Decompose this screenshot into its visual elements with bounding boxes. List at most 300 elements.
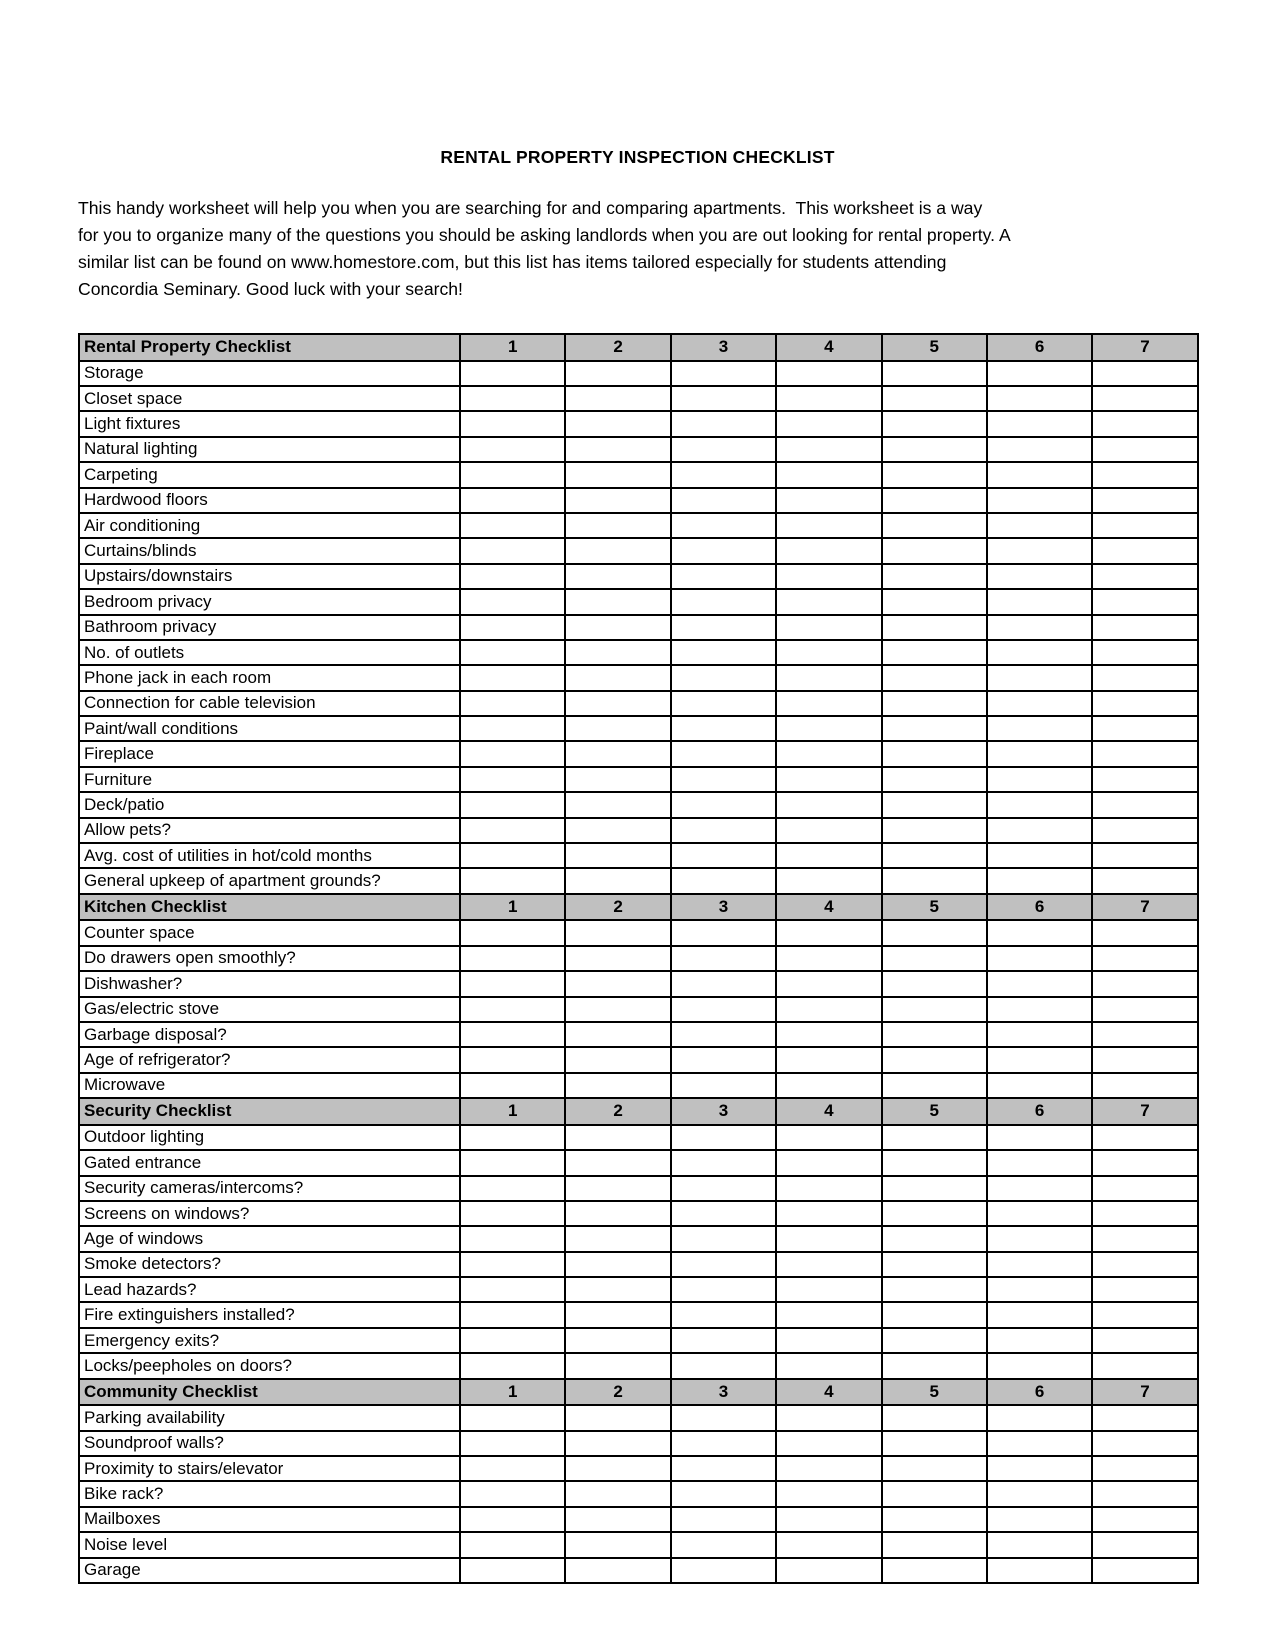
- column-header-cell: 2: [565, 894, 670, 921]
- checklist-row: [79, 488, 1198, 513]
- rating-cell: [565, 640, 670, 665]
- rating-cell: [882, 1073, 987, 1098]
- rating-cell: [1092, 1176, 1197, 1201]
- rating-cell: [1092, 971, 1197, 996]
- rating-cell: [776, 564, 881, 589]
- rating-cell: [1092, 437, 1197, 462]
- checklist-row: [79, 1150, 1198, 1175]
- rating-cell: [776, 386, 881, 411]
- rating-cell: [987, 920, 1092, 945]
- rating-cell: [987, 615, 1092, 640]
- rating-cell: [565, 792, 670, 817]
- rating-cell: [987, 767, 1092, 792]
- rating-cell: [671, 1150, 776, 1175]
- rating-cell: [882, 971, 987, 996]
- checklist-row: [79, 1073, 1198, 1098]
- rating-cell: [565, 1277, 670, 1302]
- column-header-cell: 6: [987, 334, 1092, 361]
- rating-cell: [671, 437, 776, 462]
- rating-cell: [882, 1176, 987, 1201]
- rating-cell: [882, 1558, 987, 1583]
- item-label-cell: Soundproof walls?: [79, 1431, 460, 1456]
- rating-cell: [565, 1456, 670, 1481]
- rating-cell: [882, 361, 987, 386]
- rating-cell: [460, 1047, 565, 1072]
- rating-cell: [1092, 792, 1197, 817]
- intro-line: Concordia Seminary. Good luck with your search!: [78, 279, 463, 299]
- item-label-cell: Carpeting: [79, 462, 460, 487]
- item-label-cell: Natural lighting: [79, 437, 460, 462]
- rating-cell: [565, 1431, 670, 1456]
- rating-cell: [776, 1353, 881, 1378]
- rating-cell: [460, 1507, 565, 1532]
- checklist-row: [79, 1481, 1198, 1506]
- item-label-cell: No. of outlets: [79, 640, 460, 665]
- rating-cell: [987, 513, 1092, 538]
- rating-cell: [565, 1176, 670, 1201]
- rating-cell: [776, 665, 881, 690]
- rating-cell: [565, 868, 670, 893]
- rating-cell: [882, 538, 987, 563]
- rating-cell: [671, 920, 776, 945]
- item-label-cell: Dishwasher?: [79, 971, 460, 996]
- rating-cell: [671, 615, 776, 640]
- rating-cell: [1092, 488, 1197, 513]
- rating-cell: [671, 716, 776, 741]
- rating-cell: [1092, 1353, 1197, 1378]
- rating-cell: [460, 437, 565, 462]
- item-label-cell: Light fixtures: [79, 411, 460, 436]
- rating-cell: [776, 1125, 881, 1150]
- rating-cell: [776, 920, 881, 945]
- column-header-cell: 6: [987, 1098, 1092, 1125]
- rating-cell: [460, 1277, 565, 1302]
- rating-cell: [882, 920, 987, 945]
- rating-cell: [776, 1073, 881, 1098]
- rating-cell: [776, 1201, 881, 1226]
- item-label-cell: Gated entrance: [79, 1150, 460, 1175]
- rating-cell: [987, 792, 1092, 817]
- rating-cell: [987, 665, 1092, 690]
- rating-cell: [882, 691, 987, 716]
- rating-cell: [565, 488, 670, 513]
- column-header-cell: 2: [565, 1379, 670, 1406]
- rating-cell: [1092, 538, 1197, 563]
- rating-cell: [565, 1302, 670, 1327]
- rating-cell: [987, 1507, 1092, 1532]
- rating-cell: [1092, 1125, 1197, 1150]
- rating-cell: [882, 1405, 987, 1430]
- checklist-row: [79, 615, 1198, 640]
- rating-cell: [460, 1201, 565, 1226]
- rating-cell: [987, 564, 1092, 589]
- rating-cell: [882, 1481, 987, 1506]
- rating-cell: [987, 1176, 1092, 1201]
- column-header-cell: 1: [460, 334, 565, 361]
- column-header-cell: 3: [671, 334, 776, 361]
- column-header-cell: 6: [987, 894, 1092, 921]
- rating-cell: [882, 437, 987, 462]
- intro-paragraph: [78, 195, 1197, 303]
- item-label-cell: Mailboxes: [79, 1507, 460, 1532]
- rating-cell: [671, 997, 776, 1022]
- rating-cell: [460, 386, 565, 411]
- rating-cell: [882, 1532, 987, 1557]
- rating-cell: [671, 1252, 776, 1277]
- rating-cell: [1092, 1022, 1197, 1047]
- rating-cell: [776, 1226, 881, 1251]
- rating-cell: [776, 818, 881, 843]
- rating-cell: [882, 868, 987, 893]
- rating-cell: [671, 386, 776, 411]
- rating-cell: [987, 488, 1092, 513]
- rating-cell: [987, 1150, 1092, 1175]
- rating-cell: [987, 1405, 1092, 1430]
- rating-cell: [1092, 997, 1197, 1022]
- rating-cell: [987, 997, 1092, 1022]
- rating-cell: [882, 488, 987, 513]
- rating-cell: [1092, 1456, 1197, 1481]
- rating-cell: [882, 843, 987, 868]
- item-label-cell: Counter space: [79, 920, 460, 945]
- rating-cell: [1092, 843, 1197, 868]
- rating-cell: [882, 1022, 987, 1047]
- rating-cell: [671, 1073, 776, 1098]
- rating-cell: [565, 741, 670, 766]
- rating-cell: [987, 843, 1092, 868]
- section-header-row: [79, 1379, 1198, 1406]
- rating-cell: [1092, 691, 1197, 716]
- rating-cell: [987, 1047, 1092, 1072]
- rating-cell: [460, 1456, 565, 1481]
- item-label-cell: Gas/electric stove: [79, 997, 460, 1022]
- rating-cell: [460, 1481, 565, 1506]
- rating-cell: [671, 1456, 776, 1481]
- rating-cell: [460, 513, 565, 538]
- rating-cell: [987, 1328, 1092, 1353]
- column-header-cell: 7: [1092, 1098, 1197, 1125]
- rating-cell: [1092, 920, 1197, 945]
- rating-cell: [565, 1125, 670, 1150]
- column-header-cell: 5: [882, 334, 987, 361]
- checklist-row: [79, 1277, 1198, 1302]
- rating-cell: [565, 361, 670, 386]
- rating-cell: [882, 615, 987, 640]
- rating-cell: [565, 615, 670, 640]
- checklist-row: [79, 1353, 1198, 1378]
- rating-cell: [882, 1047, 987, 1072]
- checklist-row: [79, 1252, 1198, 1277]
- column-header-cell: 5: [882, 1379, 987, 1406]
- item-label-cell: Air conditioning: [79, 513, 460, 538]
- rating-cell: [671, 843, 776, 868]
- rating-cell: [987, 1302, 1092, 1327]
- rating-cell: [671, 971, 776, 996]
- rating-cell: [1092, 513, 1197, 538]
- item-label-cell: General upkeep of apartment grounds?: [79, 868, 460, 893]
- item-label-cell: Storage: [79, 361, 460, 386]
- rating-cell: [882, 1456, 987, 1481]
- rating-cell: [565, 1353, 670, 1378]
- rating-cell: [882, 792, 987, 817]
- item-label-cell: Curtains/blinds: [79, 538, 460, 563]
- rating-cell: [671, 691, 776, 716]
- rating-cell: [882, 513, 987, 538]
- item-label-cell: Bathroom privacy: [79, 615, 460, 640]
- section-header-label: Security Checklist: [79, 1098, 460, 1125]
- rating-cell: [565, 691, 670, 716]
- rating-cell: [776, 1252, 881, 1277]
- rating-cell: [1092, 1252, 1197, 1277]
- rating-cell: [1092, 665, 1197, 690]
- rating-cell: [671, 946, 776, 971]
- rating-cell: [460, 488, 565, 513]
- item-label-cell: Proximity to stairs/elevator: [79, 1456, 460, 1481]
- rating-cell: [987, 1201, 1092, 1226]
- rating-cell: [987, 716, 1092, 741]
- rating-cell: [776, 716, 881, 741]
- rating-cell: [1092, 1277, 1197, 1302]
- intro-line: This handy worksheet will help you when you are searching for and comparing apartments. This worksheet is a way: [78, 198, 983, 218]
- intro-line: for you to organize many of the questions you should be asking landlords when you are out looking for rental property. A: [78, 225, 1011, 245]
- rating-cell: [671, 640, 776, 665]
- rating-cell: [1092, 386, 1197, 411]
- section-header-row: [79, 1098, 1198, 1125]
- rating-cell: [460, 589, 565, 614]
- rating-cell: [987, 1353, 1092, 1378]
- checklist-row: [79, 1022, 1198, 1047]
- rating-cell: [671, 1328, 776, 1353]
- rating-cell: [460, 1328, 565, 1353]
- rating-cell: [671, 1302, 776, 1327]
- rating-cell: [882, 1226, 987, 1251]
- rating-cell: [987, 1226, 1092, 1251]
- rating-cell: [565, 1558, 670, 1583]
- column-header-cell: 3: [671, 894, 776, 921]
- rating-cell: [1092, 1328, 1197, 1353]
- rating-cell: [460, 640, 565, 665]
- column-header-cell: 6: [987, 1379, 1092, 1406]
- rating-cell: [565, 920, 670, 945]
- rating-cell: [776, 1150, 881, 1175]
- rating-cell: [776, 1431, 881, 1456]
- rating-cell: [565, 1252, 670, 1277]
- rating-cell: [987, 818, 1092, 843]
- rating-cell: [987, 386, 1092, 411]
- rating-cell: [671, 488, 776, 513]
- rating-cell: [460, 538, 565, 563]
- rating-cell: [1092, 868, 1197, 893]
- rating-cell: [987, 1532, 1092, 1557]
- rating-cell: [882, 1328, 987, 1353]
- rating-cell: [1092, 1431, 1197, 1456]
- checklist-row: [79, 564, 1198, 589]
- rating-cell: [1092, 1405, 1197, 1430]
- rating-cell: [671, 564, 776, 589]
- rating-cell: [987, 741, 1092, 766]
- rating-cell: [565, 437, 670, 462]
- column-header-cell: 4: [776, 334, 881, 361]
- item-label-cell: Bedroom privacy: [79, 589, 460, 614]
- rating-cell: [460, 920, 565, 945]
- rating-cell: [776, 691, 881, 716]
- column-header-cell: 7: [1092, 334, 1197, 361]
- rating-cell: [671, 538, 776, 563]
- checklist-row: [79, 946, 1198, 971]
- rating-cell: [882, 665, 987, 690]
- rating-cell: [460, 1176, 565, 1201]
- rating-cell: [671, 1277, 776, 1302]
- rating-cell: [565, 386, 670, 411]
- rating-cell: [460, 1431, 565, 1456]
- column-header-cell: 2: [565, 334, 670, 361]
- section-header-label: Rental Property Checklist: [79, 334, 460, 361]
- rating-cell: [565, 767, 670, 792]
- rating-cell: [1092, 1532, 1197, 1557]
- rating-cell: [565, 1073, 670, 1098]
- rating-cell: [882, 1150, 987, 1175]
- rating-cell: [882, 462, 987, 487]
- section-header-label: Community Checklist: [79, 1379, 460, 1406]
- rating-cell: [1092, 1302, 1197, 1327]
- checklist-row: [79, 792, 1198, 817]
- rating-cell: [987, 462, 1092, 487]
- checklist-row: [79, 1405, 1198, 1430]
- rating-cell: [987, 1252, 1092, 1277]
- rating-cell: [671, 1507, 776, 1532]
- rating-cell: [1092, 1481, 1197, 1506]
- rating-cell: [565, 462, 670, 487]
- checklist-row: [79, 1201, 1198, 1226]
- checklist-row: [79, 1532, 1198, 1557]
- rating-cell: [776, 767, 881, 792]
- rating-cell: [776, 361, 881, 386]
- rating-cell: [460, 946, 565, 971]
- rating-cell: [1092, 716, 1197, 741]
- checklist-row: [79, 1456, 1198, 1481]
- rating-cell: [460, 997, 565, 1022]
- rating-cell: [882, 411, 987, 436]
- rating-cell: [671, 868, 776, 893]
- rating-cell: [565, 1532, 670, 1557]
- section-header-row: [79, 894, 1198, 921]
- rating-cell: [776, 1532, 881, 1557]
- rating-cell: [565, 1481, 670, 1506]
- rating-cell: [882, 1302, 987, 1327]
- item-label-cell: Security cameras/intercoms?: [79, 1176, 460, 1201]
- rating-cell: [671, 513, 776, 538]
- rating-cell: [565, 589, 670, 614]
- checklist-row: [79, 1176, 1198, 1201]
- rating-cell: [776, 589, 881, 614]
- column-header-cell: 3: [671, 1379, 776, 1406]
- rating-cell: [1092, 946, 1197, 971]
- checklist-row: [79, 971, 1198, 996]
- rating-cell: [671, 1481, 776, 1506]
- rating-cell: [671, 1226, 776, 1251]
- checklist-row: [79, 361, 1198, 386]
- rating-cell: [460, 411, 565, 436]
- checklist-row: [79, 462, 1198, 487]
- rating-cell: [460, 792, 565, 817]
- rating-cell: [776, 462, 881, 487]
- rating-cell: [671, 741, 776, 766]
- checklist-row: [79, 513, 1198, 538]
- checklist-row: [79, 741, 1198, 766]
- rating-cell: [776, 946, 881, 971]
- item-label-cell: Connection for cable television: [79, 691, 460, 716]
- rating-cell: [987, 1558, 1092, 1583]
- rating-cell: [882, 640, 987, 665]
- rating-cell: [460, 1252, 565, 1277]
- column-header-cell: 1: [460, 894, 565, 921]
- rating-cell: [882, 1277, 987, 1302]
- column-header-cell: 3: [671, 1098, 776, 1125]
- checklist-row: [79, 767, 1198, 792]
- rating-cell: [565, 564, 670, 589]
- checklist-row: [79, 437, 1198, 462]
- rating-cell: [987, 1073, 1092, 1098]
- rating-cell: [776, 1405, 881, 1430]
- rating-cell: [460, 971, 565, 996]
- rating-cell: [565, 665, 670, 690]
- rating-cell: [776, 1277, 881, 1302]
- checklist-row: [79, 691, 1198, 716]
- rating-cell: [460, 615, 565, 640]
- item-label-cell: Microwave: [79, 1073, 460, 1098]
- item-label-cell: Age of refrigerator?: [79, 1047, 460, 1072]
- rating-cell: [1092, 767, 1197, 792]
- rating-cell: [671, 462, 776, 487]
- rating-cell: [776, 792, 881, 817]
- rating-cell: [1092, 1201, 1197, 1226]
- rating-cell: [987, 1125, 1092, 1150]
- rating-cell: [776, 843, 881, 868]
- item-label-cell: Locks/peepholes on doors?: [79, 1353, 460, 1378]
- column-header-cell: 7: [1092, 894, 1197, 921]
- rating-cell: [776, 1176, 881, 1201]
- item-label-cell: Parking availability: [79, 1405, 460, 1430]
- rating-cell: [565, 818, 670, 843]
- item-label-cell: Smoke detectors?: [79, 1252, 460, 1277]
- rating-cell: [671, 1047, 776, 1072]
- column-header-cell: 2: [565, 1098, 670, 1125]
- rating-cell: [1092, 741, 1197, 766]
- rating-cell: [1092, 615, 1197, 640]
- rating-cell: [987, 538, 1092, 563]
- rating-cell: [987, 1277, 1092, 1302]
- item-label-cell: Fireplace: [79, 741, 460, 766]
- checklist-row: [79, 1431, 1198, 1456]
- rating-cell: [987, 411, 1092, 436]
- rating-cell: [565, 1328, 670, 1353]
- rating-cell: [460, 741, 565, 766]
- rating-cell: [1092, 589, 1197, 614]
- checklist-row: [79, 538, 1198, 563]
- checklist-row: [79, 1226, 1198, 1251]
- checklist-row: [79, 386, 1198, 411]
- rating-cell: [460, 1302, 565, 1327]
- section-header-row: [79, 334, 1198, 361]
- rating-cell: [882, 386, 987, 411]
- rating-cell: [882, 818, 987, 843]
- item-label-cell: Noise level: [79, 1532, 460, 1557]
- rating-cell: [882, 946, 987, 971]
- rating-cell: [882, 1201, 987, 1226]
- rating-cell: [987, 589, 1092, 614]
- rating-cell: [460, 691, 565, 716]
- item-label-cell: Outdoor lighting: [79, 1125, 460, 1150]
